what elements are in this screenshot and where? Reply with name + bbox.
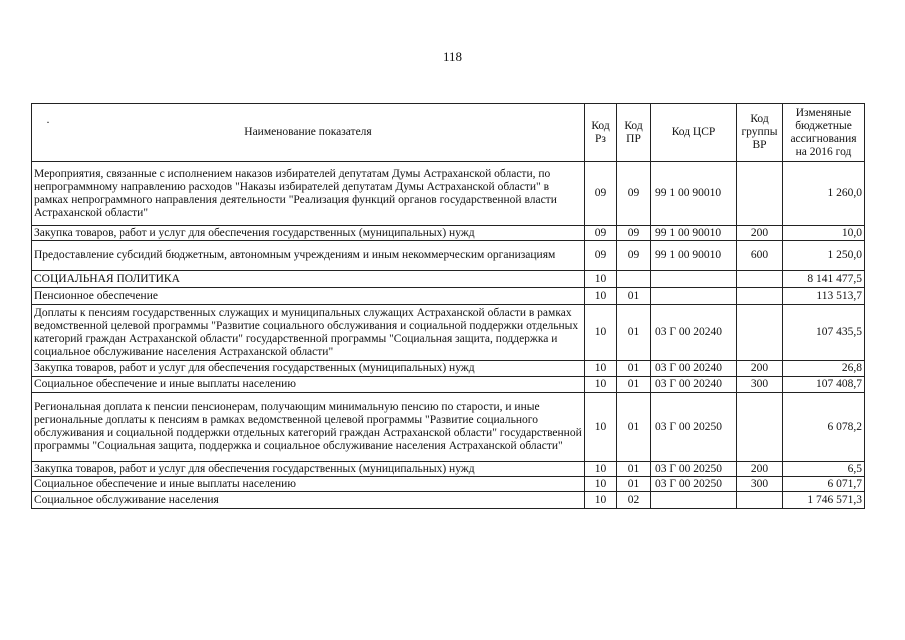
row-rz: 10 bbox=[585, 288, 617, 305]
table-row bbox=[32, 393, 865, 462]
row-name: Закупка товаров, работ и услуг для обеспечения государственных (муниципальных) нужд bbox=[32, 361, 585, 377]
row-amount: 1 746 571,3 bbox=[783, 492, 865, 509]
row-rz: 09 bbox=[585, 226, 617, 241]
row-csr: 99 1 00 90010 bbox=[651, 241, 737, 271]
row-pr: 09 bbox=[617, 226, 651, 241]
header-row bbox=[32, 104, 865, 162]
row-pr: 01 bbox=[617, 477, 651, 492]
row-rz: 10 bbox=[585, 462, 617, 477]
row-name: Пенсионное обеспечение bbox=[32, 288, 585, 305]
row-csr: 99 1 00 90010 bbox=[651, 162, 737, 226]
row-name: Социальное обеспечение и иные выплаты населению bbox=[32, 477, 585, 492]
row-name: Предоставление субсидий бюджетным, автономным учреждениям и иным некоммерческим организациям bbox=[32, 241, 585, 271]
row-rz: 10 bbox=[585, 477, 617, 492]
row-rz: 10 bbox=[585, 305, 617, 361]
row-rz: 10 bbox=[585, 361, 617, 377]
table-row bbox=[32, 271, 865, 288]
budget-table bbox=[31, 103, 865, 509]
row-vr bbox=[737, 393, 783, 462]
row-csr: 03 Г 00 20240 bbox=[651, 305, 737, 361]
row-vr bbox=[737, 492, 783, 509]
row-csr bbox=[651, 271, 737, 288]
row-csr bbox=[651, 288, 737, 305]
page-number: 118 bbox=[442, 49, 463, 64]
table-row bbox=[32, 241, 865, 271]
row-csr bbox=[651, 492, 737, 509]
row-amount: 6 078,2 bbox=[783, 393, 865, 462]
row-amount: 1 250,0 bbox=[783, 241, 865, 271]
row-amount: 8 141 477,5 bbox=[783, 271, 865, 288]
row-vr: 300 bbox=[737, 477, 783, 492]
row-name: Мероприятия, связанные с исполнением наказов избирателей депутатам Думы Астраханской области, по непрограммному направлению расходов "Наказы избирателей депутатам Думы Астраханской области" в рамках непрограммного направления деятельности "Реализация функций органов государственной власти Астраханской области" bbox=[32, 162, 585, 226]
row-vr: 200 bbox=[737, 226, 783, 241]
row-pr: 09 bbox=[617, 241, 651, 271]
row-csr: 99 1 00 90010 bbox=[651, 226, 737, 241]
row-name: Закупка товаров, работ и услуг для обеспечения государственных (муниципальных) нужд bbox=[32, 462, 585, 477]
table-row bbox=[32, 377, 865, 393]
row-pr: 01 bbox=[617, 305, 651, 361]
row-amount: 107 435,5 bbox=[783, 305, 865, 361]
row-csr: 03 Г 00 20240 bbox=[651, 361, 737, 377]
row-name: СОЦИАЛЬНАЯ ПОЛИТИКА bbox=[32, 271, 585, 288]
row-vr: 300 bbox=[737, 377, 783, 393]
row-vr: 200 bbox=[737, 361, 783, 377]
row-vr bbox=[737, 288, 783, 305]
row-rz: 10 bbox=[585, 393, 617, 462]
header-amount: Изменяные бюджетные ассигнования на 2016 год bbox=[783, 104, 865, 162]
row-pr: 09 bbox=[617, 162, 651, 226]
row-vr: 600 bbox=[737, 241, 783, 271]
row-vr bbox=[737, 305, 783, 361]
table-row bbox=[32, 361, 865, 377]
table-row bbox=[32, 288, 865, 305]
row-rz: 10 bbox=[585, 377, 617, 393]
table-row bbox=[32, 162, 865, 226]
row-csr: 03 Г 00 20250 bbox=[651, 393, 737, 462]
table-row bbox=[32, 492, 865, 509]
row-amount: 107 408,7 bbox=[783, 377, 865, 393]
header-name-label: Наименование показателя bbox=[244, 126, 372, 138]
row-pr: 01 bbox=[617, 462, 651, 477]
row-name: Доплаты к пенсиям государственных служащих и муниципальных служащих Астраханской области в рамках ведомственной целевой программы "Развитие социального обслуживания и социальной поддержки отдельных категорий граждан Астраханской области" государственной программы "Социальная защита, поддержка и социальное обслуживание населения Астраханской области" bbox=[32, 305, 585, 361]
row-pr bbox=[617, 271, 651, 288]
row-name: Закупка товаров, работ и услуг для обеспечения государственных (муниципальных) нужд bbox=[32, 226, 585, 241]
header-rz: Код Рз bbox=[585, 104, 617, 162]
row-amount: 10,0 bbox=[783, 226, 865, 241]
row-pr: 01 bbox=[617, 361, 651, 377]
row-csr: 03 Г 00 20240 bbox=[651, 377, 737, 393]
row-name: Социальное обслуживание населения bbox=[32, 492, 585, 509]
row-vr bbox=[737, 162, 783, 226]
mark-dot-icon: · bbox=[46, 115, 50, 129]
row-csr: 03 Г 00 20250 bbox=[651, 462, 737, 477]
header-name bbox=[32, 104, 585, 162]
row-amount: 1 260,0 bbox=[783, 162, 865, 226]
table-row bbox=[32, 305, 865, 361]
row-pr: 02 bbox=[617, 492, 651, 509]
table-row bbox=[32, 477, 865, 492]
row-csr: 03 Г 00 20250 bbox=[651, 477, 737, 492]
row-vr bbox=[737, 271, 783, 288]
table-row bbox=[32, 462, 865, 477]
row-amount: 26,8 bbox=[783, 361, 865, 377]
table-header bbox=[32, 104, 865, 162]
header-vr: Код группы ВР bbox=[737, 104, 783, 162]
header-pr: Код ПР bbox=[617, 104, 651, 162]
row-pr: 01 bbox=[617, 393, 651, 462]
row-rz: 10 bbox=[585, 271, 617, 288]
table-row bbox=[32, 226, 865, 241]
row-amount: 6 071,7 bbox=[783, 477, 865, 492]
row-pr: 01 bbox=[617, 377, 651, 393]
row-amount: 113 513,7 bbox=[783, 288, 865, 305]
row-vr: 200 bbox=[737, 462, 783, 477]
table-body bbox=[32, 162, 865, 509]
row-name: Региональная доплата к пенсии пенсионерам, получающим минимальную пенсию по старости, и иные региональные доплаты к пенсиям в рамках ведомственной целевой программы "Развитие социального обслуживания и социальной поддержки отдельных категорий граждан Астраханской области" государственной программы "Социальная защита, поддержка и социальное обслуживание населения Астраханской области" bbox=[32, 393, 585, 462]
row-rz: 10 bbox=[585, 492, 617, 509]
row-rz: 09 bbox=[585, 162, 617, 226]
row-rz: 09 bbox=[585, 241, 617, 271]
row-pr: 01 bbox=[617, 288, 651, 305]
row-amount: 6,5 bbox=[783, 462, 865, 477]
header-csr: Код ЦСР bbox=[651, 104, 737, 162]
row-name: Социальное обеспечение и иные выплаты населению bbox=[32, 377, 585, 393]
